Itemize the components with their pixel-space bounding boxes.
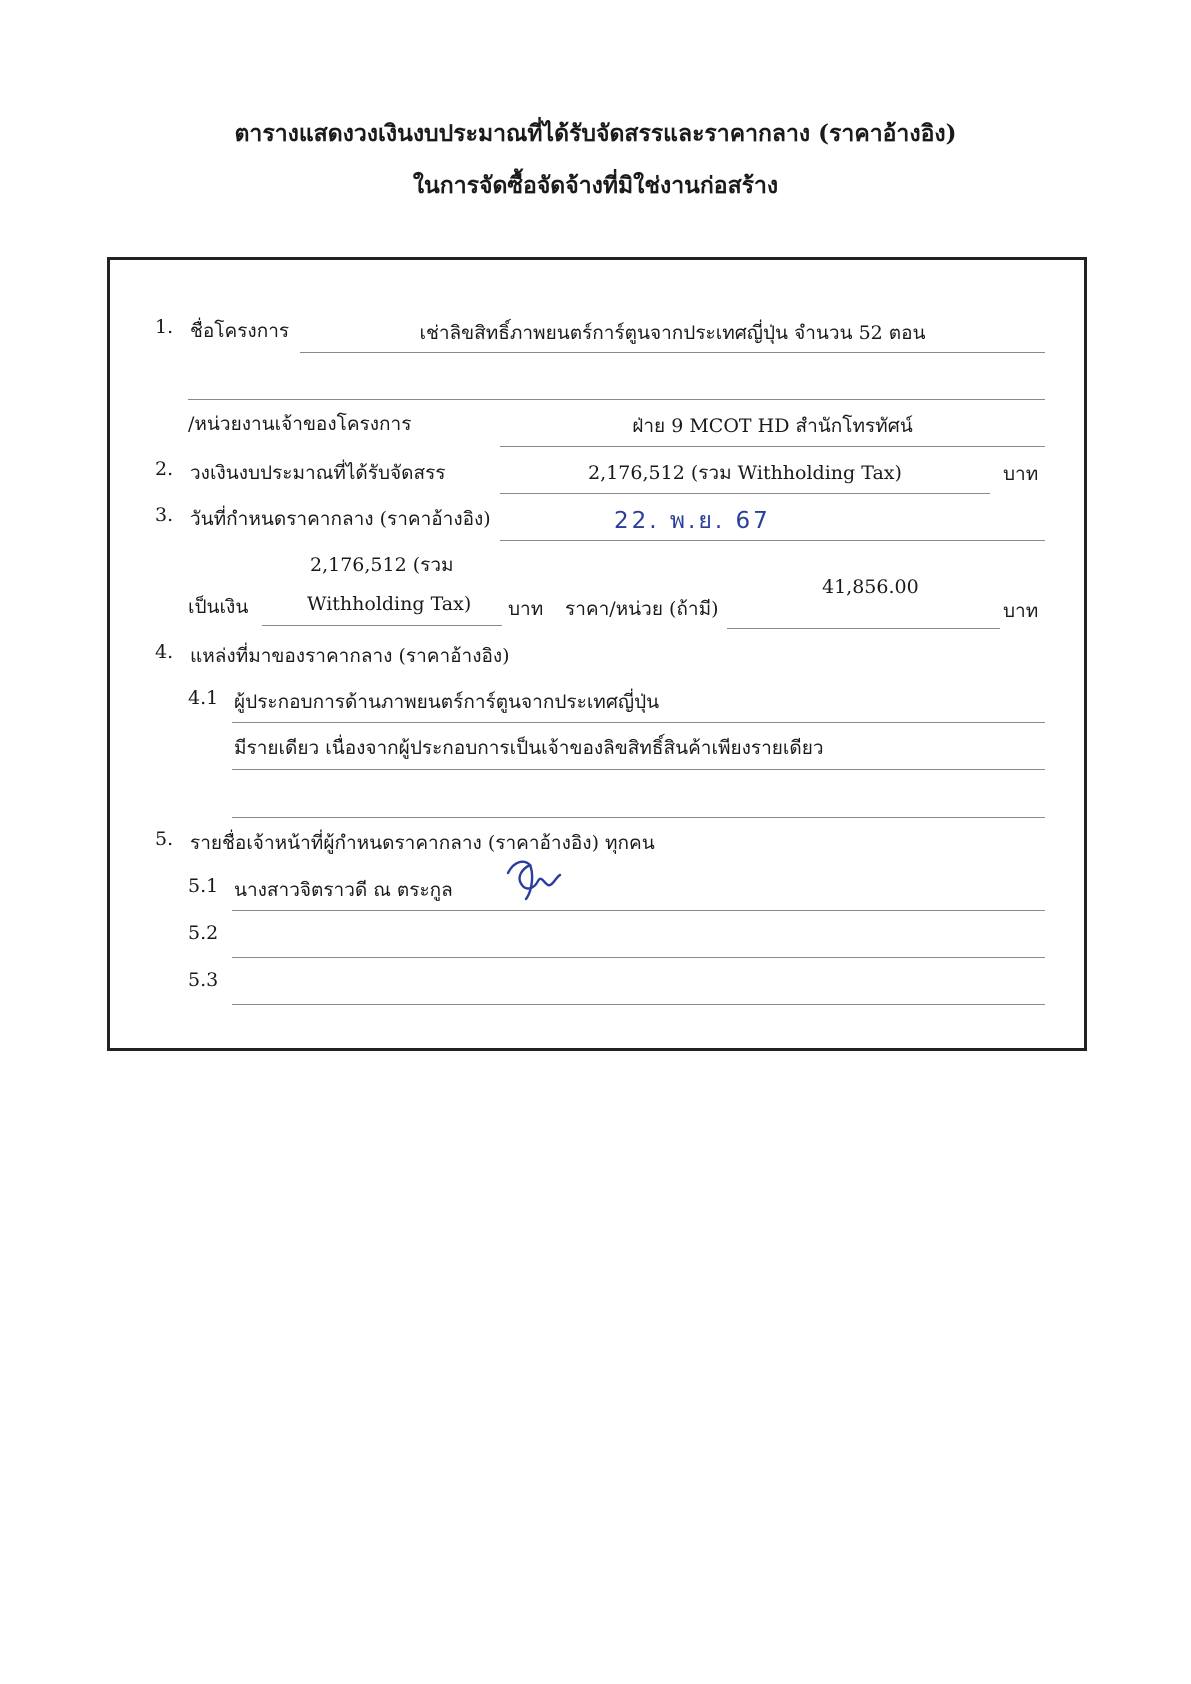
official-5-3-number: 5.3 (188, 969, 219, 991)
budget-line (500, 493, 990, 494)
unit-price-label: ราคา/หน่วย (ถ้ามี) (565, 598, 719, 620)
item-1-number: 1. (155, 316, 174, 338)
item-3-number: 3. (155, 504, 174, 526)
amount-line (262, 625, 502, 626)
project-name-value: เช่าลิขสิทธิ์ภาพยนตร์การ์ตูนจากประเทศญี่ปุ่น จำนวน 52 ตอน (419, 322, 926, 344)
amount-label: เป็นเงิน (188, 596, 249, 618)
official-5-1-number: 5.1 (188, 875, 219, 897)
official-5-1-line (232, 910, 1045, 911)
amount-value-line-2: Withholding Tax) (307, 593, 472, 615)
amount-unit: บาท (508, 598, 544, 620)
document-title-line-2: ในการจัดซื้อจัดจ้างที่มิใช่งานก่อสร้าง (412, 172, 779, 199)
project-name-label: ชื่อโครงการ (190, 320, 290, 342)
unit-price-line (727, 628, 1000, 629)
reference-date-line (500, 540, 1045, 541)
budget-value: 2,176,512 (รวม Withholding Tax) (588, 462, 902, 484)
price-source-rule-1 (232, 722, 1045, 723)
item-4-number: 4. (155, 641, 174, 663)
owner-unit-value: ฝ่าย 9 MCOT HD สำนักโทรทัศน์ (632, 415, 913, 437)
official-5-3-line (232, 1004, 1045, 1005)
official-5-2-line (232, 957, 1045, 958)
official-5-2-number: 5.2 (188, 922, 219, 944)
price-source-label: แหล่งที่มาของราคากลาง (ราคาอ้างอิง) (190, 645, 510, 667)
price-source-line-2: มีรายเดียว เนื่องจากผู้ประกอบการเป็นเจ้าของลิขสิทธิ์สินค้าเพียงรายเดียว (234, 737, 824, 759)
item-2-number: 2. (155, 458, 174, 480)
budget-unit: บาท (1003, 463, 1039, 485)
item-5-number: 5. (155, 828, 174, 850)
document-title-line-1: ตารางแสดงวงเงินงบประมาณที่ได้รับจัดสรรและราคากลาง (ราคาอ้างอิง) (234, 120, 957, 147)
owner-unit-label: /หน่วยงานเจ้าของโครงการ (188, 413, 412, 435)
owner-unit-line (500, 446, 1045, 447)
price-source-rule-2 (232, 769, 1045, 770)
project-name-line (300, 352, 1045, 353)
price-source-line-1: ผู้ประกอบการด้านภาพยนตร์การ์ตูนจากประเทศญี่ปุ่น (234, 691, 660, 713)
reference-date-label: วันที่กำหนดราคากลาง (ราคาอ้างอิง) (190, 508, 491, 530)
reference-date-handwritten: 22. พ.ย. 67 (614, 508, 771, 534)
officials-label: รายชื่อเจ้าหน้าที่ผู้กำหนดราคากลาง (ราคาอ้างอิง) ทุกคน (190, 832, 655, 854)
amount-value-line-1: 2,176,512 (รวม (310, 554, 454, 576)
signature-mark (500, 855, 570, 905)
unit-price-unit: บาท (1003, 600, 1039, 622)
project-name-line-2 (188, 399, 1045, 400)
item-4-1-number: 4.1 (188, 687, 219, 709)
unit-price-value: 41,856.00 (822, 576, 919, 598)
official-5-1-name: นางสาวจิตราวดี ณ ตระกูล (234, 879, 453, 901)
budget-label: วงเงินงบประมาณที่ได้รับจัดสรร (190, 462, 446, 484)
price-source-rule-3 (232, 817, 1045, 818)
